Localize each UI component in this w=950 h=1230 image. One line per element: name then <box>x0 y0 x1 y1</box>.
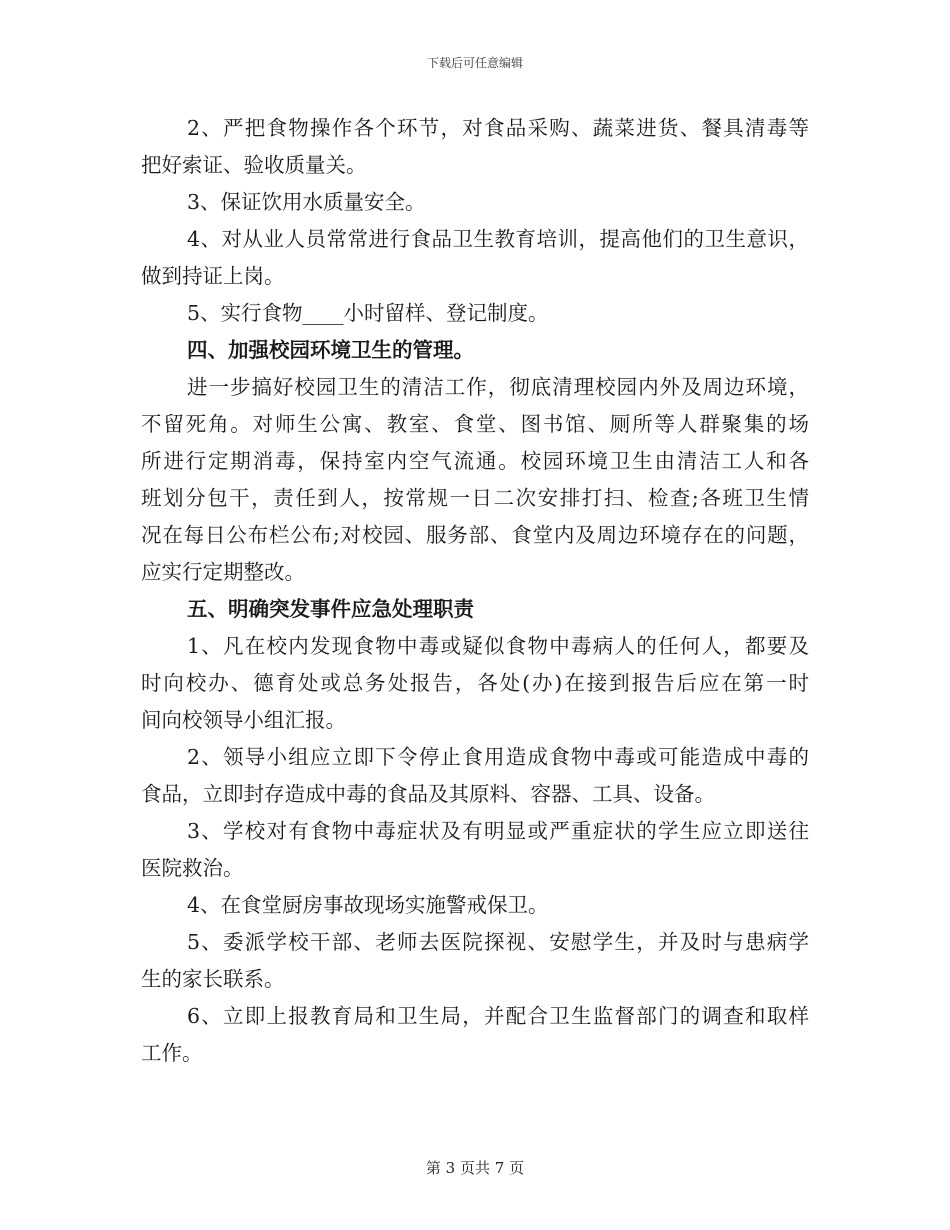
paragraph-line: 6、立即上报教育局和卫生局，并配合卫生监督部门的调查和取样 <box>187 1004 809 1028</box>
paragraph-line: 5、委派学校干部、老师去医院探视、安慰学生，并及时与患病学 <box>187 930 809 954</box>
paragraph-line: 1、凡在校内发现食物中毒或疑似食物中毒病人的任何人，都要及 <box>187 634 809 658</box>
paragraph-line: 生的家长联系。 <box>141 967 285 991</box>
paragraph-line: 5、实行食物____小时留样、登记制度。 <box>187 301 549 325</box>
paragraph-line: 时向校办、德育处或总务处报告，各处(办)在接到报告后应在第一时 <box>141 671 809 695</box>
paragraph-line: 工作。 <box>141 1041 203 1065</box>
paragraph-line: 食品，立即封存造成中毒的食品及其原料、容器、工具、设备。 <box>141 782 715 806</box>
paragraph-line: 3、学校对有食物中毒症状及有明显或严重症状的学生应立即送往 <box>187 819 809 843</box>
paragraph-line: 做到持证上岗。 <box>141 264 285 288</box>
paragraph-line: 间向校领导小组汇报。 <box>141 708 346 732</box>
paragraph-line: 况在每日公布栏公布;对校园、服务部、食堂内及周边环境存在的问题， <box>141 523 809 547</box>
paragraph-line: 应实行定期整改。 <box>141 560 305 584</box>
paragraph-line: 医院救治。 <box>141 856 244 880</box>
section-heading: 四、加强校园环境卫生的管理。 <box>187 338 474 362</box>
paragraph-line: 4、在食堂厨房事故现场实施警戒保卫。 <box>187 893 549 917</box>
paragraph-line: 2、领导小组应立即下令停止食用造成食物中毒或可能造成中毒的 <box>187 745 809 769</box>
paragraph-line: 进一步搞好校园卫生的清洁工作，彻底清理校园内外及周边环境， <box>187 375 809 399</box>
page-number: 第 3 页共 7 页 <box>425 1159 525 1177</box>
section-heading: 五、明确突发事件应急处理职责 <box>187 597 474 621</box>
paragraph-line: 班划分包干，责任到人，按常规一日二次安排打扫、检查;各班卫生情 <box>141 486 809 510</box>
paragraph-line: 4、对从业人员常常进行食品卫生教育培训，提高他们的卫生意识， <box>187 227 809 251</box>
page-header: 下载后可任意编辑 <box>426 56 523 70</box>
paragraph-line: 3、保证饮用水质量安全。 <box>187 190 426 214</box>
paragraph-line: 把好索证、验收质量关。 <box>141 153 367 177</box>
paragraph-line: 所进行定期消毒，保持室内空气流通。校园环境卫生由清洁工人和各 <box>141 449 809 473</box>
paragraph-line: 不留死角。对师生公寓、教室、食堂、图书馆、厕所等人群聚集的场 <box>141 412 809 436</box>
document-body <box>141 110 809 1072</box>
paragraph-line: 2、严把食物操作各个环节，对食品采购、蔬菜进货、餐具清毒等 <box>187 116 809 140</box>
